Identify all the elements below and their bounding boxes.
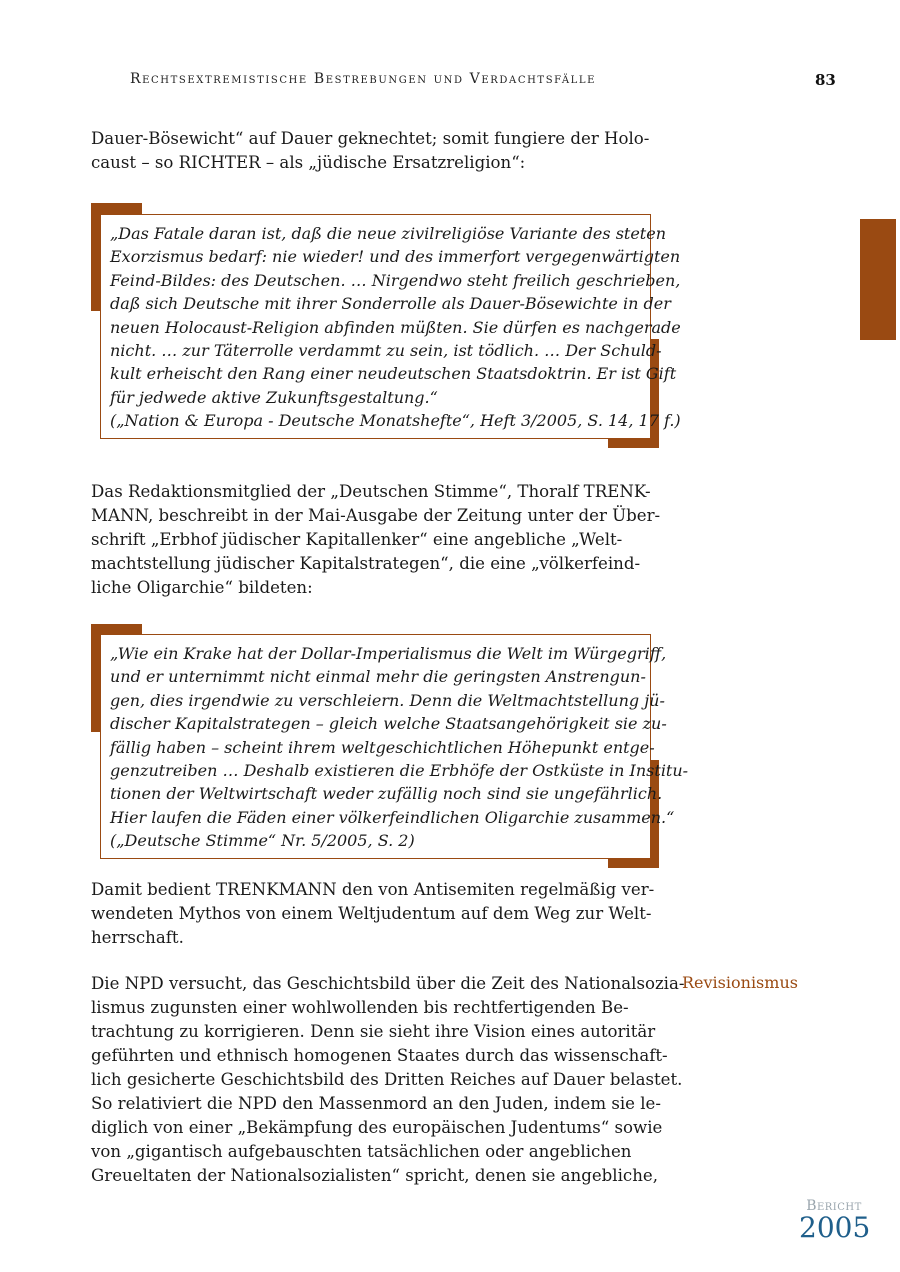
text-line: schrift „Erbhof jüdischer Kapitallenker“ eine angebliche „Welt- <box>91 530 623 549</box>
quote-line: „Wie ein Krake hat der Dollar-Imperialismus die Welt im Würgegriff, <box>110 644 667 663</box>
report-logo-word: Bericht <box>806 1198 862 1214</box>
text-line: herrschaft. <box>91 928 184 947</box>
quote-line: tionen der Weltwirtschaft weder zufällig noch sind sie ungefährlich. <box>110 784 663 804</box>
quote-line: nicht. … zur Täterrolle verdammt zu sein, ist tödlich. … Der Schuld- <box>110 341 662 361</box>
text-line: Dauer-Bösewicht“ auf Dauer geknechtet; somit fungiere der Holo- <box>91 129 650 148</box>
text-line: machtstellung jüdischer Kapitalstrategen“, die eine „völkerfeind- <box>91 554 641 573</box>
quote-line: Hier laufen die Fäden einer völkerfeindlichen Oligarchie zusammen.“ <box>110 807 675 827</box>
report-logo-year: 2005 <box>799 1211 871 1244</box>
text-line: Damit bedient TRENKMANN den von Antisemiten regelmäßig ver- <box>91 880 655 899</box>
text-line: Greueltaten der Nationalsozialisten“ spricht, denen sie angebliche, <box>91 1166 658 1185</box>
quote-line: neuen Holocaust-Religion abfinden müßten. Sie dürfen es nachgerade <box>110 317 681 337</box>
quote1-box <box>100 214 681 439</box>
text-line: caust – so RICHTER – als „jüdische Ersatzreligion“: <box>91 153 526 172</box>
paragraph-intro <box>91 127 661 175</box>
text-line: MANN, beschreibt in der Mai-Ausgabe der Zeitung unter der Über- <box>91 506 661 525</box>
text-line: trachtung zu korrigieren. Denn sie sieht ihre Vision eines autoritär <box>91 1022 656 1041</box>
quote-line: genzutreiben … Deshalb existieren die Erbhöfe der Ostküste in Institu- <box>110 761 689 781</box>
quote-source: („Nation & Europa - Deutsche Monatshefte“, Heft 3/2005, S. 14, 17 f.) <box>110 411 681 431</box>
quote-line: kult erheischt den Rang einer neudeutschen Staatsdoktrin. Er ist Gift <box>110 364 677 384</box>
paragraph-npd <box>91 972 685 1188</box>
quote-line: daß sich Deutsche mit ihrer Sonderrolle als Dauer-Bösewichte in der <box>110 294 671 314</box>
text-line: von „gigantisch aufgebauschten tatsächlichen oder angeblichen <box>91 1142 632 1161</box>
quote2-text <box>110 642 688 853</box>
quote2-box <box>100 634 689 859</box>
page-number: 83 <box>815 71 836 89</box>
paragraph-mythos <box>91 878 661 950</box>
quote-line: Feind-Bildes: des Deutschen. … Nirgendwo steht freilich geschrieben, <box>110 270 681 290</box>
quote-line: und er unternimmt nicht einmal mehr die geringsten Anstrengun- <box>110 667 646 687</box>
quote-line: für jedwede aktive Zukunftsgestaltung.“ <box>110 387 438 407</box>
text-line: Das Redaktionsmitglied der „Deutschen Stimme“, Thoralf TRENK- <box>91 482 651 501</box>
quote-source: („Deutsche Stimme“ Nr. 5/2005, S. 2) <box>110 831 415 851</box>
text-line: liche Oligarchie“ bildeten: <box>91 578 313 597</box>
quote-line: gen, dies irgendwie zu verschleiern. Denn die Weltmachtstellung jü- <box>110 690 665 710</box>
text-line: geführten und ethnisch homogenen Staates durch das wissenschaft- <box>91 1046 668 1065</box>
text-line: wendeten Mythos von einem Weltjudentum auf dem Weg zur Welt- <box>91 904 652 923</box>
report-logo <box>799 1198 869 1242</box>
text-line: lismus zugunsten einer wohlwollenden bis rechtfertigenden Be- <box>91 998 629 1017</box>
margin-note-revisionismus: Revisionismus <box>682 973 798 992</box>
paragraph-trenkmann <box>91 480 661 600</box>
section-tab-marker <box>860 219 896 340</box>
text-line: lich gesicherte Geschichtsbild des Dritten Reiches auf Dauer belastet. <box>91 1070 683 1089</box>
quote-line: „Das Fatale daran ist, daß die neue zivilreligiöse Variante des steten <box>110 224 667 243</box>
text-line: Die NPD versucht, das Geschichtsbild über die Zeit des Nationalsozia- <box>91 974 685 993</box>
quote1-text <box>110 222 681 433</box>
text-line: So relativiert die NPD den Massenmord an den Juden, indem sie le- <box>91 1094 661 1113</box>
running-head: Rechtsextremistische Bestrebungen und Verdachtsfälle <box>130 71 597 87</box>
quote-line: discher Kapitalstrategen – gleich welche Staatsangehörigkeit sie zu- <box>110 714 667 734</box>
quote-line: Exorzismus bedarf: nie wieder! und des immerfort vergegenwärtigten <box>110 247 681 267</box>
quote-line: fällig haben – scheint ihrem weltgeschichtlichen Höhepunkt entge- <box>110 737 655 757</box>
text-line: diglich von einer „Bekämpfung des europäischen Judentums“ sowie <box>91 1118 663 1137</box>
